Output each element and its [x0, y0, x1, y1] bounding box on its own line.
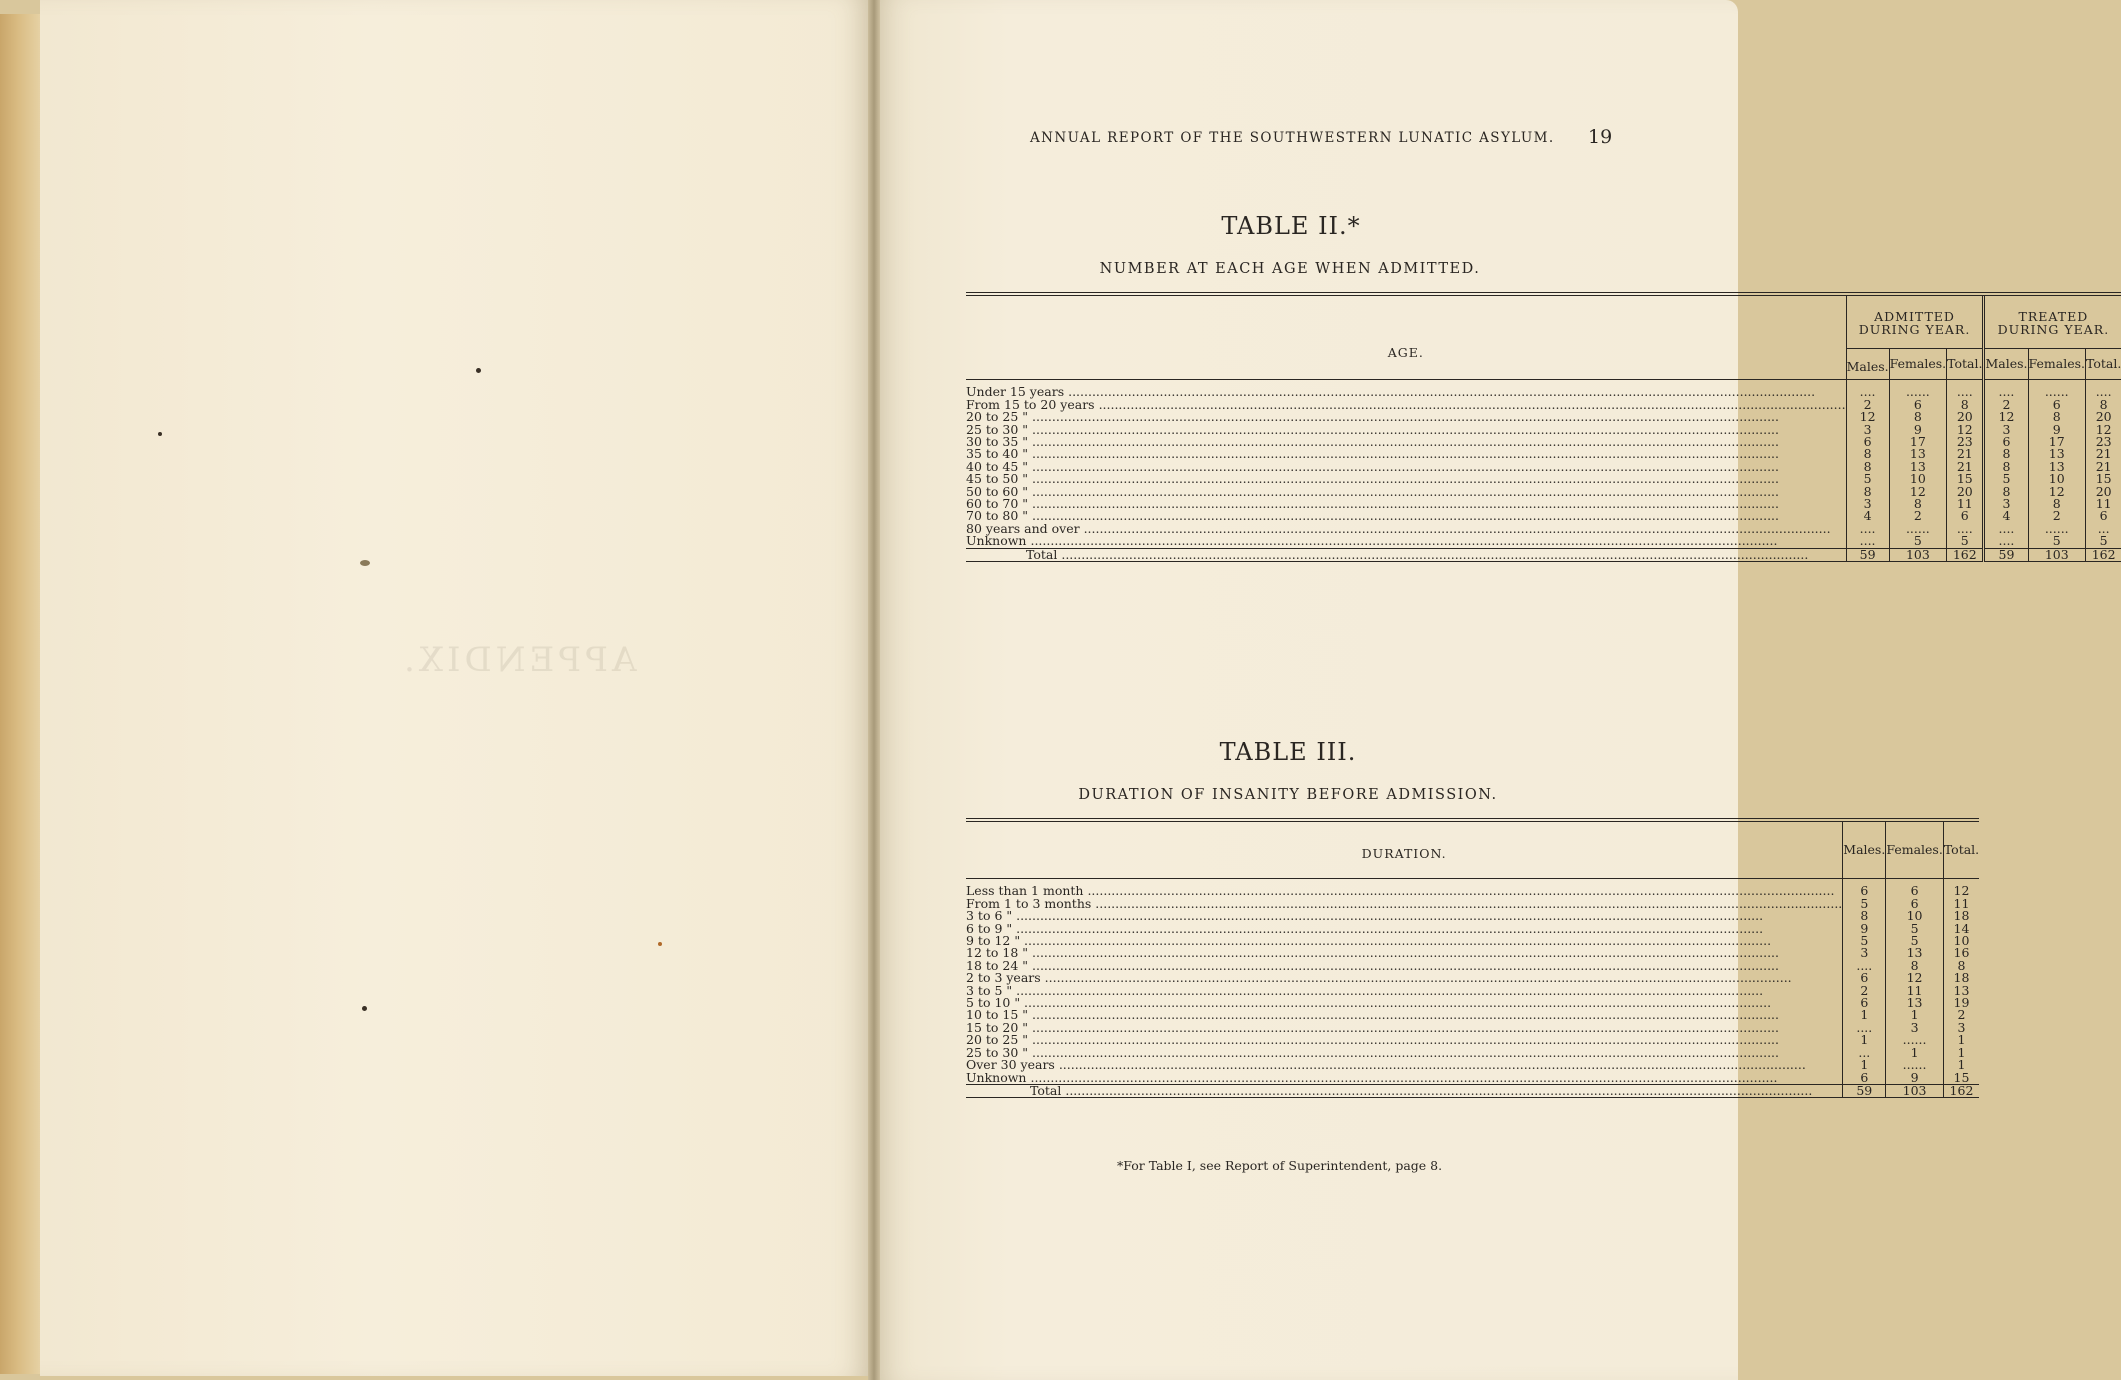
table2-title: TABLE II.* — [1221, 212, 1361, 240]
table-row: Less than 1 month ..... 6 6 12 — [966, 885, 1979, 897]
bleed-through-text: APPENDIX. — [400, 640, 637, 680]
table-row: 40 to 45 " ..... 8 13 21 8 13 21 — [966, 461, 2121, 473]
table-row: 45 to 50 " ..... 5 10 15 5 10 15 — [966, 473, 2121, 485]
table-row: 50 to 60 " ..... 8 12 20 8 12 20 — [966, 486, 2121, 498]
treated-total-header: Total. — [2085, 349, 2121, 380]
admitted-group-header: ADMITTED DURING YEAR. — [1846, 294, 1984, 349]
table-row: 10 to 15 " ..... 1 1 2 — [966, 1009, 1979, 1021]
admitted-females-header: Females. — [1889, 349, 1946, 380]
table-row: 15 to 20 " ..... .... 3 3 — [966, 1022, 1979, 1034]
page-number: 19 — [1588, 126, 1613, 148]
table-row: 2 to 3 years ..... 6 12 18 — [966, 972, 1979, 984]
table-row: 3 to 6 " ..... 8 10 18 — [966, 910, 1979, 922]
left-page — [40, 0, 870, 1376]
table-row: 30 to 35 " ..... 6 17 23 6 17 23 — [966, 436, 2121, 448]
footnote: *For Table I, see Report of Superintendent, page 8. — [1117, 1158, 1443, 1173]
total-row: Total ..... 59 103 162 59 103 162 — [966, 548, 2121, 561]
table-row: 9 to 12 " ..... 5 5 10 — [966, 935, 1979, 947]
table3-title: TABLE III. — [1219, 738, 1357, 766]
ink-spot — [362, 1006, 367, 1011]
right-page — [880, 0, 1738, 1380]
table-row: 60 to 70 " ..... 3 8 11 3 8 11 — [966, 498, 2121, 510]
duration-column-header: DURATION. — [1361, 846, 1447, 861]
treated-females-header: Females. — [2028, 349, 2085, 380]
ink-spot — [158, 432, 162, 436]
ink-spot — [360, 560, 370, 566]
table-row: 35 to 40 " ..... 8 13 21 8 13 21 — [966, 448, 2121, 460]
table-row: Under 15 years ..... .... ...... .... .... ...... .... — [966, 386, 2121, 398]
table-row: 70 to 80 " ..... 4 2 6 4 2 6 — [966, 510, 2121, 522]
ink-spot — [658, 942, 662, 946]
ink-spot — [476, 368, 481, 373]
age-column-header: AGE. — [1387, 344, 1424, 360]
table2-subtitle: NUMBER AT EACH AGE WHEN ADMITTED. — [1099, 261, 1481, 277]
table-row: 3 to 5 " ..... 2 11 13 — [966, 985, 1979, 997]
page-edges — [0, 14, 44, 1374]
table-row: 20 to 25 " ..... 12 8 20 12 8 20 — [966, 411, 2121, 423]
table-row: Unknown ..... 6 9 15 — [966, 1072, 1979, 1085]
treated-males-header: Males. — [1984, 349, 2028, 380]
table-row: 18 to 24 " ..... .... 8 8 — [966, 960, 1979, 972]
table-row: 6 to 9 " ..... 9 5 14 — [966, 923, 1979, 935]
table-row: Over 30 years ..... 1 ...... 1 — [966, 1059, 1979, 1071]
table2 — [966, 292, 2121, 562]
table-row: 80 years and over ..... .... ...... .... .... ...... ... — [966, 523, 2121, 535]
males-header: Males. — [1843, 820, 1886, 879]
table-row: From 1 to 3 months ..... 5 6 11 — [966, 898, 1979, 910]
total-row: Total ..... 59 103 162 — [966, 1084, 1979, 1097]
treated-group-header: TREATED DURING YEAR. — [1984, 294, 2121, 349]
females-header: Females. — [1886, 820, 1943, 879]
table-row: 5 to 10 " ..... 6 13 19 — [966, 997, 1979, 1009]
table-row: From 15 to 20 years ..... 2 6 8 2 6 8 — [966, 399, 2121, 411]
table-row: Unknown ..... .... 5 5 .... 5 5 — [966, 535, 2121, 548]
table-row: 12 to 18 " ..... 3 13 16 — [966, 947, 1979, 959]
table3 — [966, 818, 1979, 1098]
table3-subtitle: DURATION OF INSANITY BEFORE ADMISSION. — [1078, 787, 1498, 803]
admitted-total-header: Total. — [1947, 349, 1984, 380]
gutter — [868, 0, 880, 1380]
admitted-males-header: Males. — [1846, 349, 1889, 380]
table-row: 20 to 25 " ..... 1 ...... 1 — [966, 1034, 1979, 1046]
total-header: Total. — [1943, 820, 1979, 879]
table-row: 25 to 30 " ..... ... 1 1 — [966, 1047, 1979, 1059]
running-head: ANNUAL REPORT OF THE SOUTHWESTERN LUNATIC ASYLUM. — [1030, 130, 1555, 146]
table-row: 25 to 30 " ..... 3 9 12 3 9 12 — [966, 424, 2121, 436]
